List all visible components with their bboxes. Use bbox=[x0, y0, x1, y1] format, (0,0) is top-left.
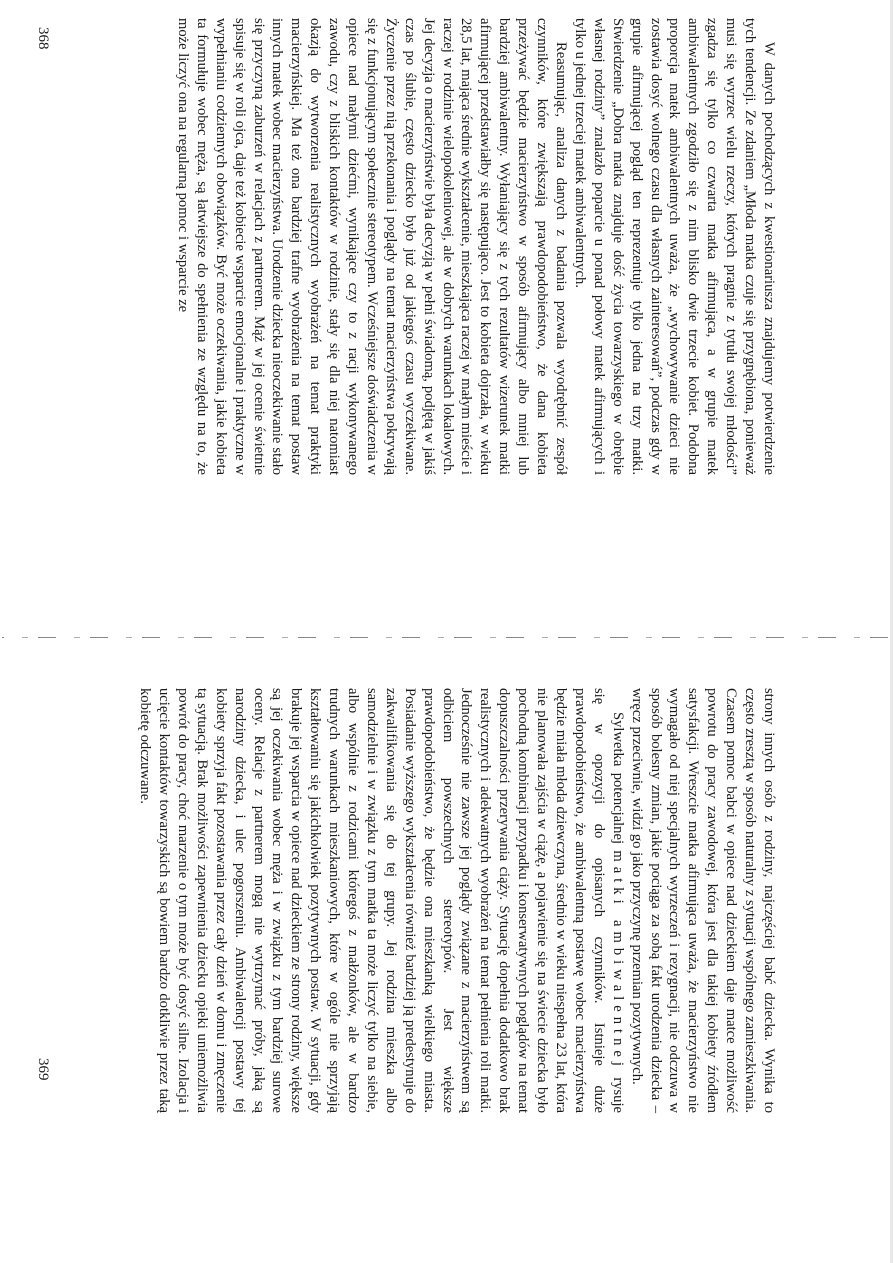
left-page-number: 368 bbox=[35, 27, 51, 50]
right-page-number: 369 bbox=[35, 1058, 51, 1081]
right-paragraph-1: strony innych osób z rodziny, najczęściej babć dziecka. Wynika to często zresztą w sposób naturalny z sytuacji wspólnego zamieszkiwania. Czasem pomoc babci w opiece nad dzieckiem daje matce możliwość powrotu do pracy zawodowej, która jest dla takiej kobiety źródłem satysfakcji. Wreszcie matka afirmująca uważa, że macierzyństwo nie wymagało od niej specjalnych wyrzeczeń i rezygnacji, nie odczuwa w sposób bolesny zmian, jakie pociąga za sobą fakt urodzenia dziecka – wręcz przeciwnie, widzi go jako przyczynę przemian pozytywnych. bbox=[628, 688, 777, 1113]
spaced-emphasis: matki ambiwalentnej bbox=[609, 850, 626, 1071]
right-page-text bbox=[135, 688, 778, 1113]
left-paragraph-1: W danych pochodzących z kwestionariusza znajdujemy potwierdzenie tych tendencji. Ze zdaniem „Młoda matka czuje się przygnębiona, ponieważ musi się wyrzec wielu rzeczy, których pragnie z tytułu swojej młodości” zgadza się tylko co czwarta matka afirmująca, a w grupie matek ambiwalentnych zgodziło się z nim blisko dwie trzecie kobiet. Podobna proporcja matek ambiwalentnych uważa, że „wychowywanie dzieci nie zostawia dosyć wolnego czasu dla własnych zainteresowań”, podczas gdy w grupie afirmującej pogląd ten reprezentuje tylko jedna na trzy matki. Stwierdzenie „Dobra matka znajduje dość życia towarzyskiego w obrębie własnej rodziny” znalazło poparcie u ponad połowy matek afirmujących i tylko u jednej trzeciej matek ambiwalentnych. bbox=[571, 18, 777, 475]
right-paragraph-2-lead: Sylwetka potencjalnej bbox=[609, 712, 626, 845]
right-page bbox=[0, 632, 893, 1263]
left-paragraph-2: Reasumując, analiza danych z badania pozwala wyodrębnić zespół czynników, które zwiększają prawdopodobieństwo, że dana kobieta przeżywać będzie macierzyństwo w sposób afirmujący albo mniej lub bardziej ambiwalentny. Wyłaniający się z tych rezultatów wizerunek matki afirmującej przedstawiałby się następująco. Jest to kobieta dojrzała, w wieku 28,5 lat, mająca średnie wykształcenie, mieszkająca raczej w małym mieście i raczej w rodzinie wielopokoleniowej, ale w dobrych warunkach lokalowych. Jej decyzja o macierzyństwie była decyzją w pełni świadomą, podjętą w jakiś czas po ślubie, często dziecko było już od jakiegoś czasu wyczekiwane. Życzenie przez nią przekonania i poglądy na temat macierzyństwa pokrywają się z funkcjonującym społecznie stereotypem. Wcześniejsze doświadczenia w opiece nad małymi dziećmi, wynikające czy to z racji wykonywanego zawodu, czy z bliskich kontaktów w rodzinie, stały się dla niej natomiast okazją do wytworzenia realistycznych wyobrażeń na temat praktyki macierzyńskiej. Ma też ona bardziej trafne wyobrażenia na temat postaw innych matek wobec macierzyństwa. Urodzenie dziecka nieoczekiwanie stało się przyczyną zaburzeń w relacjach z partnerem. Mąż w jej ocenie świetnie spisuje się w roli ojca, daje też kobiecie wsparcie emocjonalne i praktyczne w wypełnianiu codziennych obowiązków. Być może oczekiwania, jakie kobieta ta formułuje wobec męża, są łatwiejsze do spełnienia ze względu na to, że może liczyć ona na regularną pomoc i wsparcie ze bbox=[174, 18, 570, 475]
left-page-text bbox=[173, 18, 778, 475]
right-paragraph-2 bbox=[135, 688, 627, 1113]
right-paragraph-2-body: rysuje się w opozycji do opisanych czynników. Istnieje duże prawdopodobieństwo, że ambiwalentną postawę wobec macierzyństwa będzie miała młoda dziewczyna, średnio w wieku niespełna 23 lat, która nie planowała zajścia w ciążę, a pojawienie się na świecie dziecka było pochodną kombinacji przypadku i konserwatywnych poglądów na temat dopuszczalności przerywania ciąży. Sytuację dopełnia dodatkowo brak realistycznych i adekwatnych wyobrażeń na temat pełnienia roli matki. Jednocześnie nie zawsze jej poglądy związane z macierzyństwem są odbiciem powszechnych stereotypów. Jest większe prawdopodobieństwo, że będzie ona mieszkanką wielkiego miasta. Posiadanie wyższego wykształcenia również bardziej ją predestynuje do zakwalifikowania się do tej grupy. Jej rodzina mieszka albo samodzielnie i w związku z tym matka ta może liczyć tylko na siebie, albo wspólnie z rodzicami któregoś z małżonków, ale w bardzo trudnych warunkach mieszkaniowych, które w ogóle nie sprzyjają kształtowaniu się jakichkolwiek pozytywnych postaw. W sytuacji, gdy brakuje jej wsparcia w opiece nad dzieckiem ze strony rodziny, większe są jej oczekiwania wobec męża i w związku z tym bardziej surowe oceny. Relacje z partnerem mogą nie wytrzymać próby, jaką są narodziny dziecka, i ulec pogorszeniu. Ambiwalencji postawy tej kobiety sprzyja fakt pozostawania przez cały dzień w domu i zmęczenie tą sytuacją. Brak możliwości zapewnienia dziecku opieki uniemożliwia powrót do pracy, choć marzenie o tym może być dosyć silne. Izolacja i ucięcie kontaktów towarzyskich są bowiem bardzo dotkliwie przez taką kobietę odczuwane. bbox=[137, 688, 626, 1113]
